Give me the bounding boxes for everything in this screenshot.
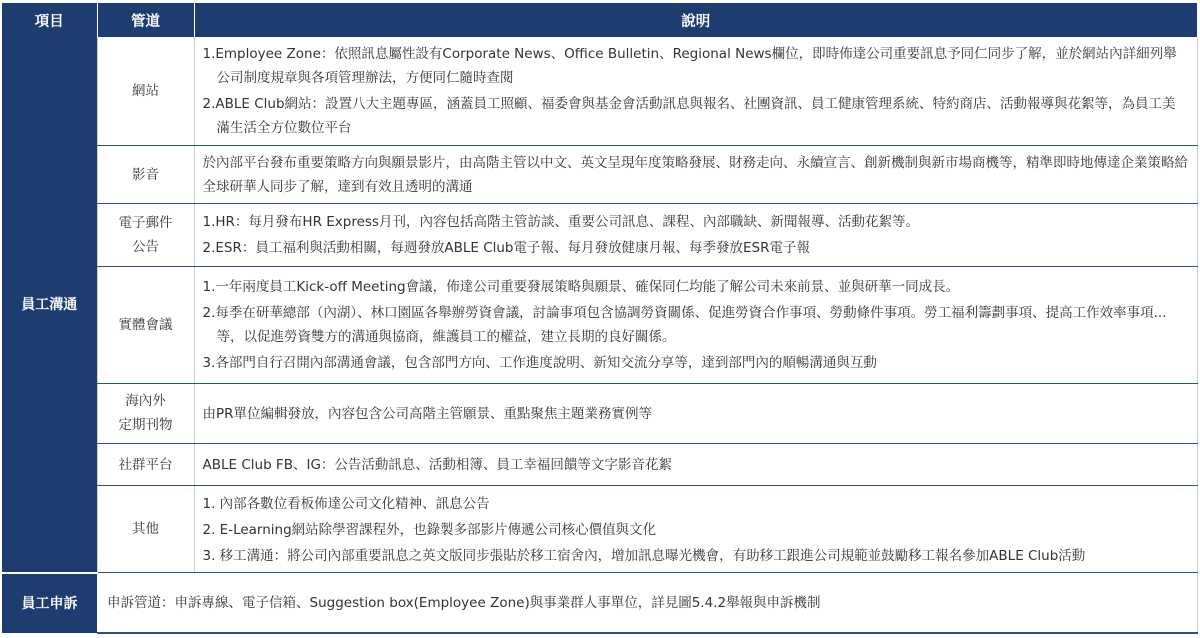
channel-cell: [97, 37, 194, 145]
description-item: 2.每季在研華總部（內湖）、林口園區各舉辦勞資會議，討論事項包含協調勞資關係、促進勞資合作事項、勞動條件事項。勞工福利籌劃事項、提高工作效率事項...等，以促進勞資雙方的溝通與協商，維護員工的權益，建立長期的良好關係。: [202, 305, 1167, 346]
description-cell: [194, 486, 1197, 573]
channel-cell: [97, 486, 194, 573]
header-channel: 管道: [97, 3, 194, 37]
description-item: 由PR單位編輯發放，內容包含公司高階主管願景、重點聚焦主題業務實例等: [202, 405, 653, 422]
channel-cell: [97, 204, 194, 266]
description-item: 1.HR：每月發布HR Express月刊，內容包括高階主管訪談、重要公司訊息、課程、內部職缺、新聞報導、活動花絮等。: [202, 214, 919, 231]
description-cell: [194, 266, 1197, 383]
description-item: 2. E-Learning網站除學習課程外，也錄製多部影片傳遞公司核心價值與文化: [202, 521, 657, 538]
table-row: [2, 37, 1197, 145]
description-cell: [194, 383, 1197, 443]
table-row: [2, 573, 1197, 634]
description-cell: [194, 204, 1197, 266]
channel-cell: [97, 383, 194, 443]
channel-cell: [97, 266, 194, 383]
channel-name-line: 電子郵件: [118, 214, 173, 231]
description-item: 2.ESR：員工福利與活動相關，每週發放ABLE Club電子報、每月發放健康月報、每季發放ESR電子報: [202, 240, 810, 257]
category-cell: 員工申訴: [2, 573, 97, 634]
communication-channels-table: [2, 3, 1198, 634]
description-item: 1.一年兩度員工Kick-off Meeting會議，佈達公司重要發展策略與願景、確保同仁均能了解公司未來前景、並與研華一同成長。: [202, 279, 960, 296]
description-item: 於內部平台發布重要策略方向與願景影片，由高階主管以中文、英文呈現年度策略發展、財務走向、永續宣言、創新機制與新市場商機等，精準即時地傳達企業策略給全球研華人同步了解，達到有效且透明的溝通: [202, 155, 1188, 196]
description-item: 1.Employee Zone：依照訊息屬性設有Corporate News、Office Bulletin、Regional News欄位，即時佈達公司重要訊息予同仁同步了解，並於網站內詳細列舉公司制度規章與各項管理辦法，方便同仁隨時查閱: [202, 46, 1177, 87]
description-item: 3.各部門自行召開內部溝通會議，包含部門方向、工作進度說明、新知交流分享等，達到部門內的順暢溝通與互動: [202, 355, 877, 372]
channel-name-line: 公告: [132, 238, 159, 255]
channel-name-line: 實體會議: [118, 316, 173, 333]
channel-name-line: 社群平台: [118, 456, 173, 473]
channel-name-line: 定期刊物: [118, 417, 173, 434]
table-row: [2, 204, 1197, 266]
channel-cell: [97, 145, 194, 203]
description-cell: [194, 145, 1197, 203]
channel-name-line: 海內外: [125, 393, 166, 410]
table-row: [2, 486, 1197, 573]
description-item: 1. 內部各數位看板佈達公司文化精神、訊息公告: [202, 495, 490, 512]
table-row: [2, 266, 1197, 383]
table-row: [2, 444, 1197, 486]
channel-name-line: 影音: [132, 166, 159, 183]
channel-name-line: 其他: [132, 521, 159, 538]
category-cell: 員工溝通: [2, 37, 97, 573]
channel-cell: [97, 444, 194, 486]
table-row: [2, 145, 1197, 203]
description-item: 2.ABLE Club網站：設置八大主題專區，涵蓋員工照顧、福委會與基金會活動訊息與報名、社團資訊、員工健康管理系統、特約商店、活動報導與花絮等，為員工美滿生活全方位數位平台: [202, 96, 1176, 137]
description-cell: [194, 444, 1197, 486]
description-cell: [194, 37, 1197, 145]
channel-name-line: 網站: [132, 82, 159, 99]
description-item: ABLE Club FB、IG：公告活動訊息、活動相簿、員工幸福回饋等文字影音花絮: [202, 457, 672, 474]
table-row: [2, 383, 1197, 443]
header-item: 項目: [2, 3, 97, 37]
description-item: 3. 移工溝通：將公司內部重要訊息之英文版同步張貼於移工宿舍內，增加訊息曝光機會，有助移工跟進公司規範並鼓勵移工報名參加ABLE Club活動: [202, 547, 1086, 564]
complaint-description-cell: 申訴管道：申訴專線、電子信箱、Suggestion box(Employee Zone)與事業群人事單位，詳見圖5.4.2舉報與申訴機制: [97, 573, 1197, 634]
table-header-row: [2, 3, 1197, 37]
header-description: 說明: [194, 3, 1197, 37]
